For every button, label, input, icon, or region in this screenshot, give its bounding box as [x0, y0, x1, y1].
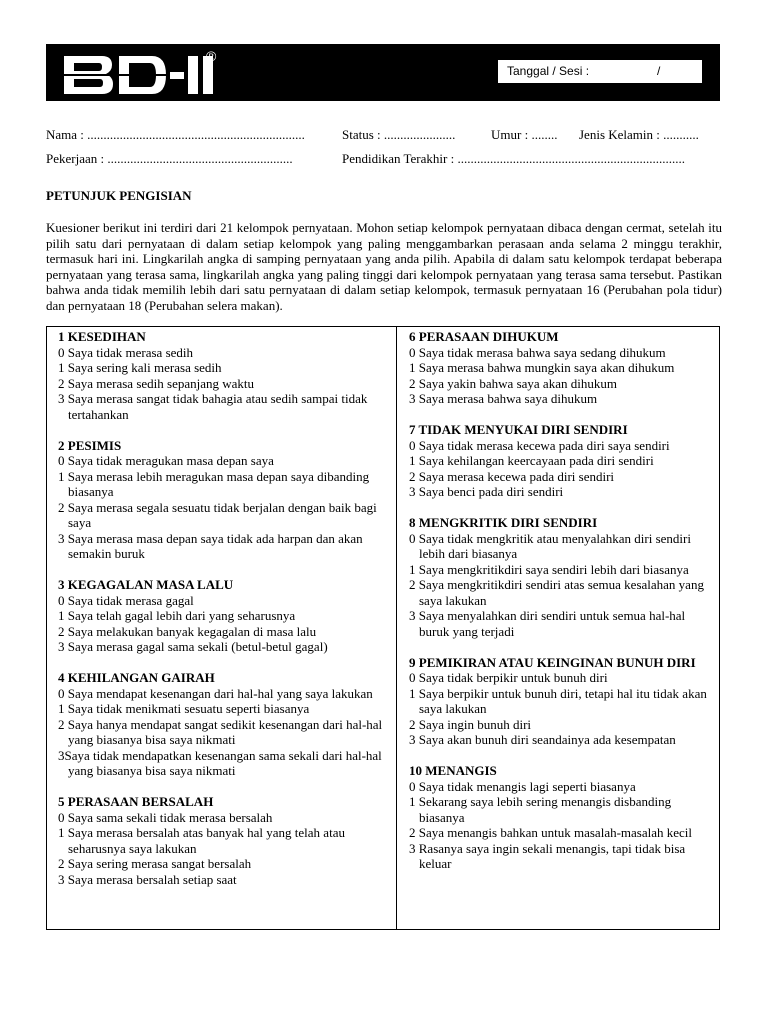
date-separator: / [657, 64, 661, 78]
answer-option[interactable]: 0 Saya tidak merasa bahwa saya sedang dihukum [409, 344, 666, 360]
question-section [58, 438, 388, 562]
section-title: 1 KESEDIHAN [58, 329, 146, 344]
section-title: 3 KEGAGALAN MASA LALU [58, 577, 234, 592]
answer-option[interactable]: 0 Saya tidak merasa kecewa pada diri saya sendiri [409, 437, 670, 453]
question-section [58, 329, 388, 422]
status-field[interactable]: Status : ...................... [342, 127, 456, 142]
answer-option[interactable]: 0 Saya tidak merasa gagal [58, 592, 194, 608]
umur-field[interactable]: Umur : ........ [491, 127, 558, 142]
answer-option[interactable]: 2 Saya merasa segala sesuatu tidak berjalan dengan baik bagi saya [58, 499, 377, 530]
registered-mark: ® [206, 48, 217, 64]
date-session-field[interactable] [498, 60, 702, 83]
question-section [409, 515, 717, 639]
section-title: 8 MENGKRITIK DIRI SENDIRI [409, 515, 598, 530]
question-section [58, 794, 388, 887]
answer-option[interactable]: 3 Saya merasa sangat tidak bahagia atau sedih sampai tidak tertahankan [58, 391, 368, 422]
date-session-label: Tanggal / Sesi : [507, 64, 590, 78]
column-divider [396, 327, 397, 929]
question-section [409, 329, 717, 407]
answer-option[interactable]: 3 Saya merasa bahwa saya dihukum [409, 391, 598, 406]
answer-option[interactable]: 1 Saya sering kali merasa sedih [58, 360, 222, 375]
answer-option[interactable]: 3 Saya benci pada diri sendiri [409, 484, 564, 499]
answer-option[interactable]: 2 Saya mengkritikdiri sendiri atas semua kesalahan yang saya lakukan [409, 577, 704, 608]
answer-option[interactable]: 0 Saya tidak berpikir untuk bunuh diri [409, 670, 608, 685]
section-title: 4 KEHILANGAN GAIRAH [58, 670, 215, 685]
pendidikan-field[interactable]: Pendidikan Terakhir : ...................................................................... [342, 151, 685, 166]
answer-option[interactable]: 1 Sekarang saya lebih sering menangis disbanding biasanya [409, 794, 672, 825]
question-section [58, 577, 388, 655]
answer-option[interactable]: 3 Saya menyalahkan diri sendiri untuk semua hal-hal buruk yang terjadi [409, 608, 686, 639]
answer-option[interactable]: 3 Rasanya saya ingin sekali menangis, tapi tidak bisa keluar [409, 840, 686, 871]
answer-option[interactable]: 1 Saya telah gagal lebih dari yang seharusnya [58, 608, 296, 623]
answer-option[interactable]: 2 Saya hanya mendapat sangat sedikit kesenangan dari hal-hal yang biasanya bisa saya nikmati [58, 716, 383, 747]
right-column [409, 329, 717, 887]
answer-option[interactable]: 3 Saya merasa masa depan saya tidak ada harpan dan akan semakin buruk [58, 530, 363, 561]
question-section [409, 422, 717, 500]
section-title: 9 PEMIKIRAN ATAU KEINGINAN BUNUH DIRI [409, 654, 696, 670]
answer-option[interactable]: 3Saya tidak mendapatkan kesenangan sama sekali dari hal-hal yang biasanya bisa saya nikmati [58, 747, 382, 778]
answer-option[interactable]: 2 Saya menangis bahkan untuk masalah-masalah kecil [409, 825, 693, 840]
section-title: 2 PESIMIS [58, 437, 122, 453]
answer-option[interactable]: 3 Saya merasa bersalah setiap saat [58, 871, 237, 887]
header-bar [46, 44, 720, 101]
question-section [58, 670, 388, 779]
bdi-logo [64, 50, 236, 105]
section-title: 6 PERASAAN DIHUKUM [409, 329, 559, 344]
jenis-kelamin-field[interactable]: Jenis Kelamin : ........... [579, 127, 699, 142]
answer-option[interactable]: 2 Saya merasa kecewa pada diri sendiri [409, 468, 615, 484]
answer-option[interactable]: 0 Saya sama sekali tidak merasa bersalah [58, 809, 273, 825]
answer-option[interactable]: 1 Saya berpikir untuk bunuh diri, tetapi hal itu tidak akan saya lakukan [409, 685, 707, 716]
answer-option[interactable]: 3 Saya merasa gagal sama sekali (betul-betul gagal) [58, 639, 328, 654]
answer-option[interactable]: 0 Saya mendapat kesenangan dari hal-hal yang saya lakukan [58, 685, 373, 701]
answer-option[interactable]: 1 Saya merasa bahwa mungkin saya akan dihukum [409, 360, 675, 375]
section-title: 5 PERASAAN BERSALAH [58, 794, 214, 809]
answer-option[interactable]: 0 Saya tidak meragukan masa depan saya [58, 453, 274, 468]
answer-option[interactable]: 2 Saya yakin bahwa saya akan dihukum [409, 375, 617, 391]
questionnaire-box [46, 326, 720, 930]
section-title: 10 MENANGIS [409, 763, 497, 778]
pekerjaan-field[interactable]: Pekerjaan : ......................................................... [46, 151, 293, 166]
answer-option[interactable]: 0 Saya tidak mengkritik atau menyalahkan diri sendiri lebih dari biasanya [409, 530, 691, 561]
answer-option[interactable]: 1 Saya kehilangan keercayaan pada diri sendiri [409, 453, 654, 468]
instructions-title: PETUNJUK PENGISIAN [46, 188, 192, 203]
answer-option[interactable]: 1 Saya merasa bersalah atas banyak hal yang telah atau seharusnya saya lakukan [58, 825, 345, 856]
answer-option[interactable]: 0 Saya tidak merasa sedih [58, 344, 194, 360]
answer-option[interactable]: 2 Saya sering merasa sangat bersalah [58, 856, 252, 871]
answer-option[interactable]: 1 Saya mengkritikdiri saya sendiri lebih dari biasanya [409, 561, 689, 577]
answer-option[interactable]: 0 Saya tidak menangis lagi seperti biasanya [409, 778, 636, 794]
question-section [409, 655, 717, 748]
answer-option[interactable]: 2 Saya merasa sedih sepanjang waktu [58, 375, 255, 391]
left-column [58, 329, 388, 903]
nama-field[interactable]: Nama : ................................................................... [46, 127, 305, 142]
section-title: 7 TIDAK MENYUKAI DIRI SENDIRI [409, 422, 628, 437]
answer-option[interactable]: 1 Saya tidak menikmati sesuatu seperti biasanya [58, 701, 310, 716]
answer-option[interactable]: 2 Saya ingin bunuh diri [409, 716, 532, 732]
question-section [409, 763, 717, 872]
instructions-text: Kuesioner berikut ini terdiri dari 21 kelompok pernyataan. Mohon setiap kelompok pernyataan dibaca dengan cermat, setelah itu pilih satu dari pernyataan di dalam setiap kelompok yang paling menggambarkan perasaan anda selama 2 minggu terakhir, termasuk hari ini. Lingkarilah angka di samping pernyataan yang anda pilih. Apabila di dalam satu kelompok terdapat beberapa pernyataan yang terasa sama, lingkarilah angka yang paling tinggi dari kelompok pernyataan yang terasa sama tersebut. Pastikan bahwa anda tidak memilih lebih dari satu pernyataan di dalam setiap kelompok, termasuk pernyataan 16 (Perubahan pola tidur) dan pernyataan 18 (Perubahan selera makan). [46, 220, 722, 313]
answer-option[interactable]: 3 Saya akan bunuh diri seandainya ada kesempatan [409, 732, 676, 747]
answer-option[interactable]: 1 Saya merasa lebih meragukan masa depan saya dibanding biasanya [58, 468, 370, 499]
answer-option[interactable]: 2 Saya melakukan banyak kegagalan di masa lalu [58, 623, 317, 639]
